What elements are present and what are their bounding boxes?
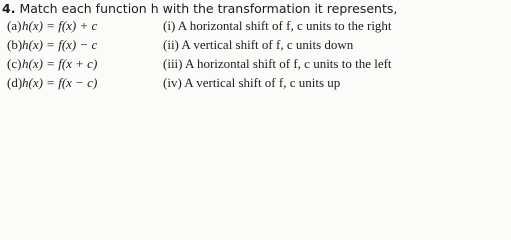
match-row-b [0,37,511,55]
question-prompt [2,1,397,16]
match-row-a [0,18,511,36]
transformation-option: (iv) A vertical shift of f, c units up [163,75,341,90]
item-label: (b) [7,37,23,52]
function-expression: h(x) = f(x) + c [22,18,98,33]
question-block [0,0,511,93]
transformation-option: (i) A horizontal shift of f, c units to the right [163,18,392,33]
transformation-option: (ii) A vertical shift of f, c units down [163,37,354,52]
item-label: (d) [7,75,23,90]
function-expression: h(x) = f(x + c) [22,56,98,71]
question-text: Match each function h with the transformation it represents, [19,1,398,16]
item-label: (a) [7,18,22,33]
function-expression: h(x) = f(x − c) [22,75,98,90]
transformation-option: (iii) A horizontal shift of f, c units to the left [163,56,392,71]
match-row-c [0,56,511,74]
item-label: (c) [7,56,22,71]
match-row-d [0,75,511,93]
function-expression: h(x) = f(x) − c [22,37,98,52]
question-number: 4. [2,1,16,16]
